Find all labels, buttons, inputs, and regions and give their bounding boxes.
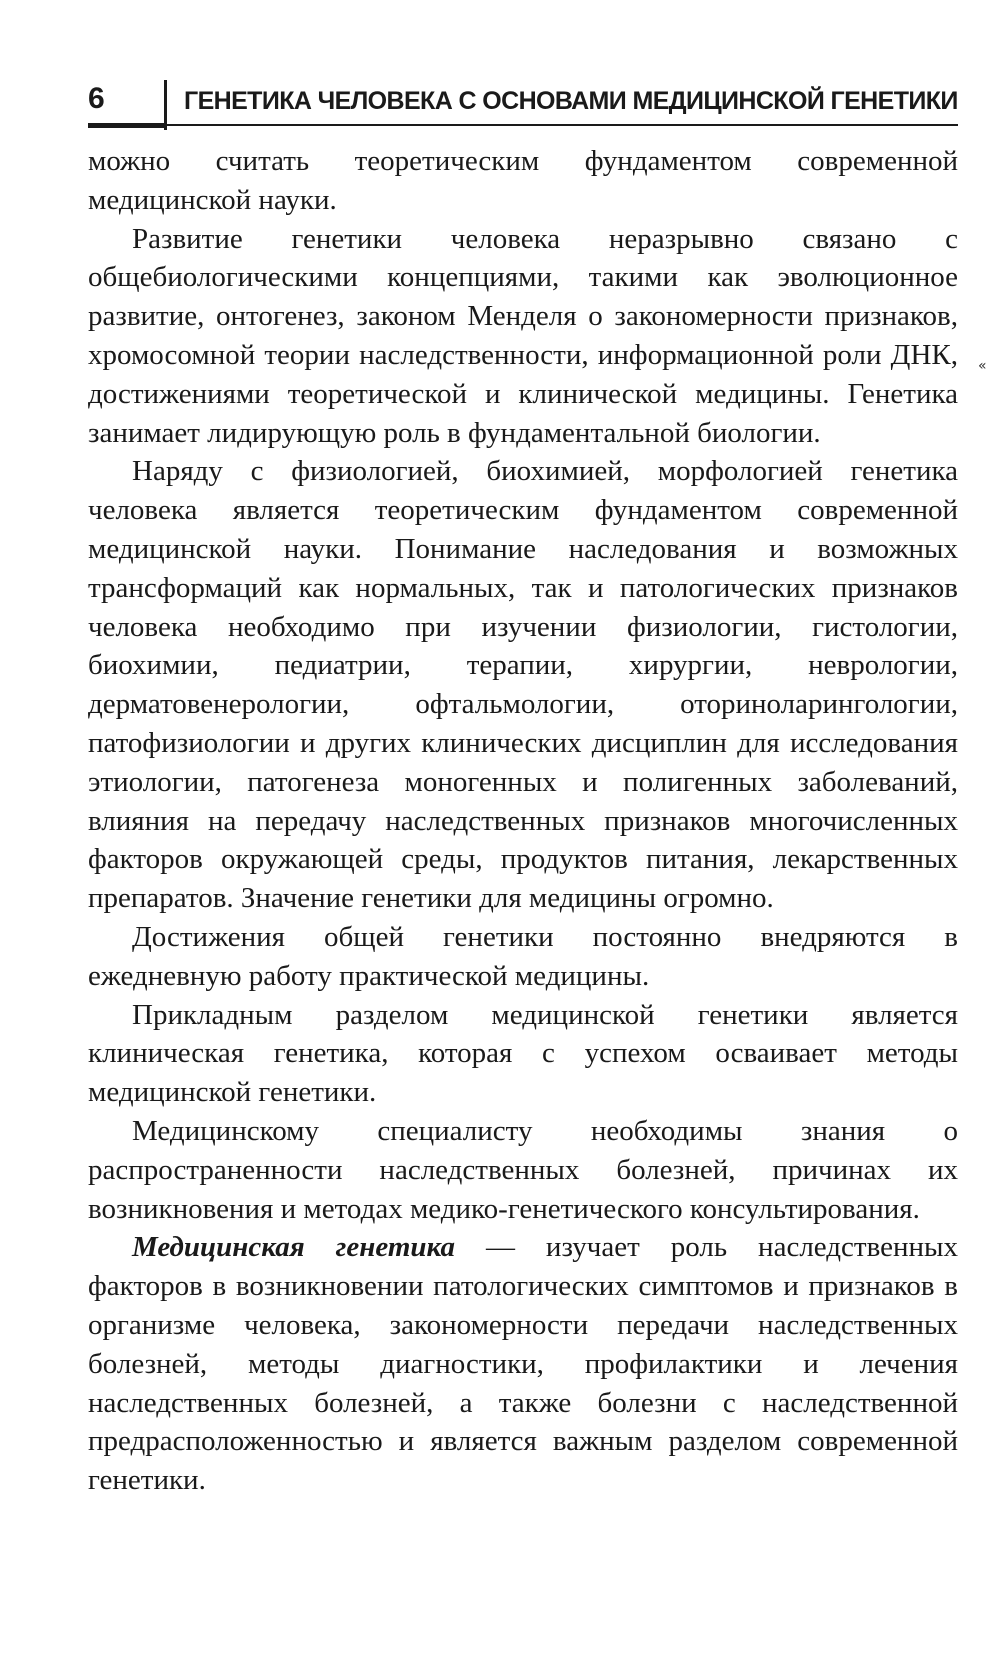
header-rule-thick — [88, 123, 166, 128]
paragraph-general-genetics: Достижения общей генетики постоянно внедряются в ежедневную работу практической медицины. — [88, 920, 958, 992]
paragraph-genetics-development: Развитие генетики человека неразрывно связано с общебиологическими концепциями, такими как эволюционное развитие, онтогенез, законом Менделя о закономерности признаков, хромосомной теории наследственности, информационной роли ДНК, достижениями теоретической и клинической медицины. Генетика занимает лидирующую роль в фундаментальной биологии. — [88, 222, 958, 449]
definition-text: — изучает роль наследственных факторов в возникновении патологических симптомов и признаков в организме человека, закономерности передачи наследственных болезней, методы диагностики, профилактики и лечения наследственных болезней, а также болезни с наследственной предрасположенностью и является важным разделом современной генетики. — [88, 1231, 958, 1497]
book-page — [88, 72, 958, 1500]
paragraph-medical-genetics-definition — [88, 1228, 958, 1500]
paragraph-medical-specialist: Медицинскому специалисту необходимы знания о распространенности наследственных болезней, причинах их возникновения и методах медико-генетического консультирования. — [88, 1114, 958, 1225]
paragraph-theoretical-foundation: Наряду с физиологией, биохимией, морфологией генетика человека является теоретическим фундаментом современной медицинской науки. Понимание наследования и возможных трансформаций как нормальных, так и патологических признаков человека необходимо при изучении физиологии, гистологии, биохимии, педиатрии, терапии, хирургии, неврологии, дерматовенерологии, офтальмологии, оториноларингологии, патофизиологии и других клинических дисциплин для исследования этиологии, патогенеза моногенных и полигенных заболеваний, влияния на передачу наследственных признаков многочисленных факторов окружающей среды, продуктов питания, лекарственных препаратов. Значение генетики для медицины огромно. — [88, 455, 958, 915]
paragraph-continuation: можно считать теоретическим фундаментом современной медицинской науки. — [88, 145, 958, 216]
paragraph-clinical-genetics: Прикладным разделом медицинской генетики является клиническая генетика, которая с успехом осваивает методы медицинской генетики. — [88, 998, 958, 1109]
page-number: 6 — [88, 82, 105, 115]
running-header — [88, 72, 958, 128]
running-title: ГЕНЕТИКА ЧЕЛОВЕКА С ОСНОВАМИ МЕДИЦИНСКОЙ ГЕНЕТИКИ — [184, 87, 958, 115]
header-rule — [166, 124, 958, 126]
defined-term: Медицинская генетика — [132, 1231, 455, 1264]
margin-mark: « — [978, 358, 987, 374]
body-text — [88, 142, 958, 1500]
